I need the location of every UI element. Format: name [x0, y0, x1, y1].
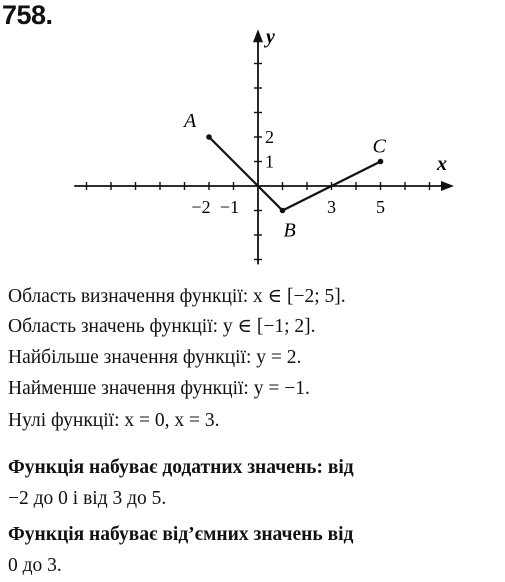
- x-tick-label: 5: [376, 197, 385, 217]
- answer-max: Найбільше значення функції: y = 2.: [8, 347, 302, 368]
- point-label-a: A: [184, 110, 197, 132]
- point-label-c: C: [372, 135, 386, 158]
- x-tick-label: −2: [191, 197, 211, 217]
- point-label-b: B: [283, 219, 296, 242]
- point-b: [280, 208, 286, 214]
- answer-negative-line2: 0 до 3.: [8, 555, 62, 576]
- y-tick-label: 1: [265, 151, 274, 172]
- y-tick-label: 2: [265, 127, 274, 147]
- answer-range: Область значень функції: y ∈ [−1; 2].: [8, 316, 316, 337]
- point-c: [378, 159, 384, 165]
- y-axis-label: y: [266, 26, 275, 49]
- x-tick-label: −1: [219, 197, 240, 217]
- x-axis-arrow: [441, 181, 454, 191]
- y-axis-arrow: [253, 29, 263, 42]
- answer-positive-line1: Функція набуває додатних значень: від: [8, 457, 354, 478]
- answer-zeros: Нулі функції: x = 0, x = 3.: [8, 410, 220, 431]
- problem-number: 758.: [2, 0, 53, 30]
- answer-negative-line1: Функція набуває від’ємних значень від: [8, 524, 354, 545]
- function-graph: [0, 0, 505, 280]
- x-tick-label: 3: [327, 197, 336, 217]
- answer-domain: Область визначення функції: x ∈ [−2; 5].: [8, 286, 346, 307]
- point-a: [206, 134, 212, 140]
- answer-min: Найменше значення функції: y = −1.: [8, 378, 310, 399]
- x-axis-label: x: [437, 153, 447, 175]
- answer-positive-line2: −2 до 0 і від 3 до 5.: [8, 488, 167, 509]
